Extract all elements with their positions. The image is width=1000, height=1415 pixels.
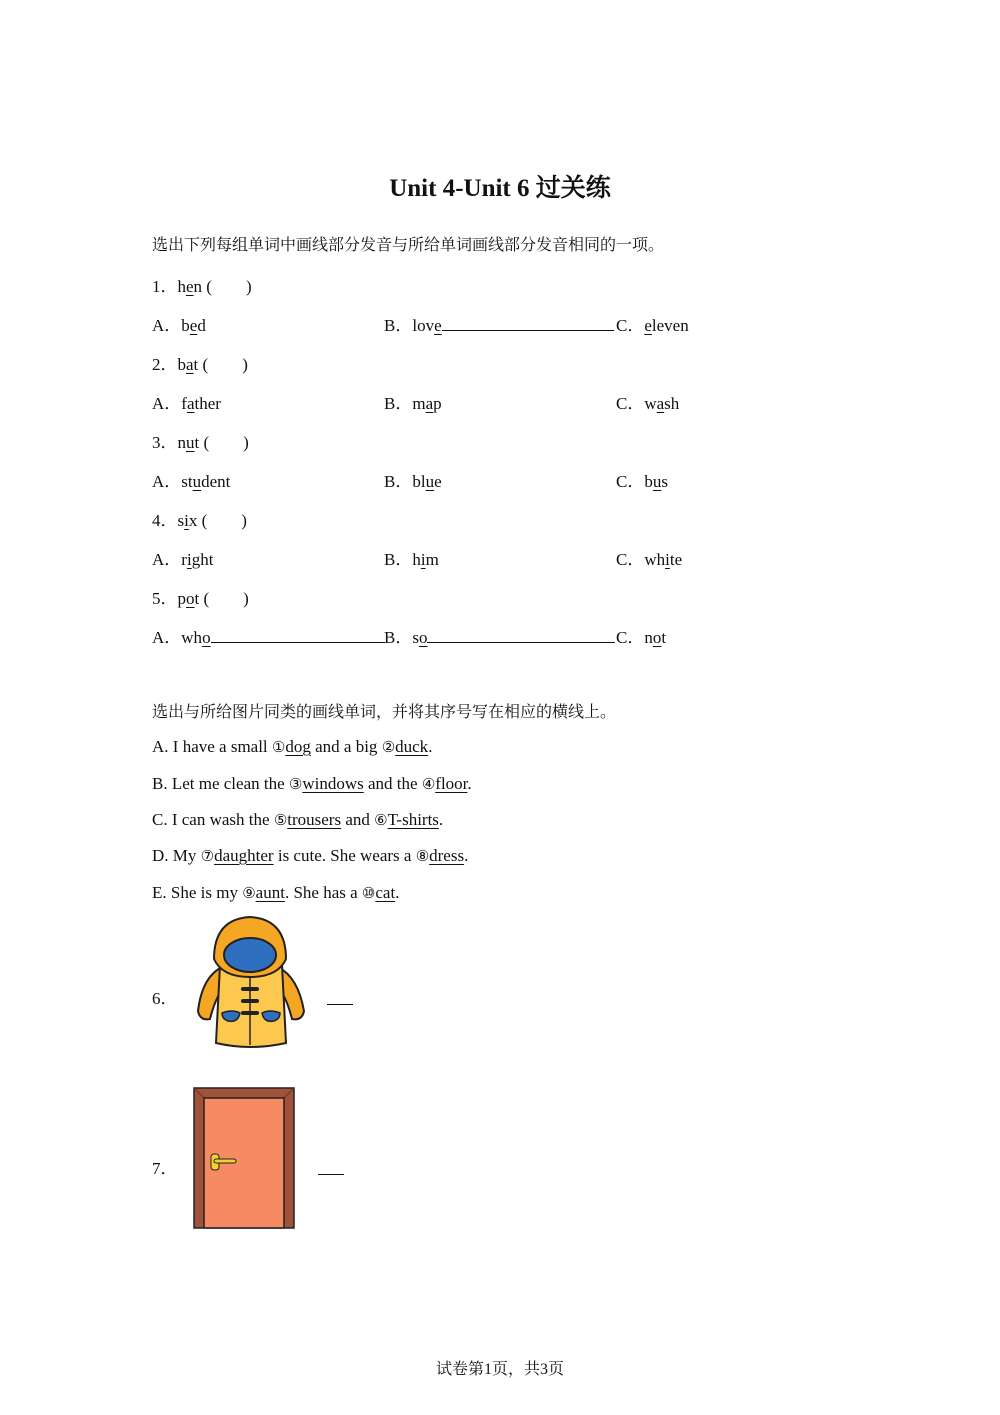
option-1c[interactable]: C．eleven [616,316,689,335]
underlined-letters: e [186,277,194,296]
section1-instruction: 选出下列每组单词中画线部分发音与所给单词画线部分发音相同的一项。 [152,235,665,254]
option-underline [442,316,614,331]
answer-blank-7[interactable] [318,1160,344,1180]
sentence-d: D. My ⑦daughter is cute. She wears a ⑧dress. [152,846,469,865]
option-5a[interactable]: A．who [152,623,385,648]
page-footer: 试卷第1页，共3页 [435,1361,564,1378]
question-1: 1．hen ( ) [152,277,252,296]
page-title: Unit 4-Unit 6 过关练 [389,175,611,202]
question-5: 5．pot ( ) [152,589,249,608]
sentence-c: C. I can wash the ⑤trousers and ⑥T-shirts. [152,810,444,829]
question-4: 4．six ( ) [152,511,247,530]
option-3a[interactable]: A．student [152,472,231,491]
sentence-a: A. I have a small ①dog and a big ②duck. [152,737,433,756]
coat-icon [192,915,308,1051]
option-1b[interactable]: B．love [384,311,614,336]
option-5c[interactable]: C．not [616,628,667,647]
section2-instruction: 选出与所给图片同类的画线单词，并将其序号写在相应的横线上。 [152,702,617,721]
option-4a[interactable]: A．right [152,550,214,569]
option-4b[interactable]: B．him [384,550,439,569]
door-icon [192,1086,298,1230]
option-3b[interactable]: B．blue [384,472,442,491]
sentence-e: E. She is my ⑨aunt. She has a ⑩cat. [152,883,400,902]
option-2a[interactable]: A．father [152,394,221,413]
option-3c[interactable]: C．bus [616,472,668,491]
question-number: 1． [152,277,178,296]
answer-paren: ( ) [202,277,252,296]
option-1a[interactable]: A．bed [152,316,206,335]
option-4c[interactable]: C．white [616,550,683,569]
picture-question-6-number: 6． [152,989,178,1008]
picture-question-7-number: 7． [152,1159,178,1178]
option-2b[interactable]: B．map [384,394,442,413]
question-2: 2．bat ( ) [152,355,248,374]
answer-blank-6[interactable] [327,990,353,1010]
option-5b[interactable]: B．so [384,623,615,648]
sentence-b: B. Let me clean the ③windows and the ④floor. [152,774,472,793]
question-3: 3．nut ( ) [152,433,249,452]
option-underline [427,628,615,643]
option-2c[interactable]: C．wash [616,394,680,413]
option-underline [211,628,385,643]
